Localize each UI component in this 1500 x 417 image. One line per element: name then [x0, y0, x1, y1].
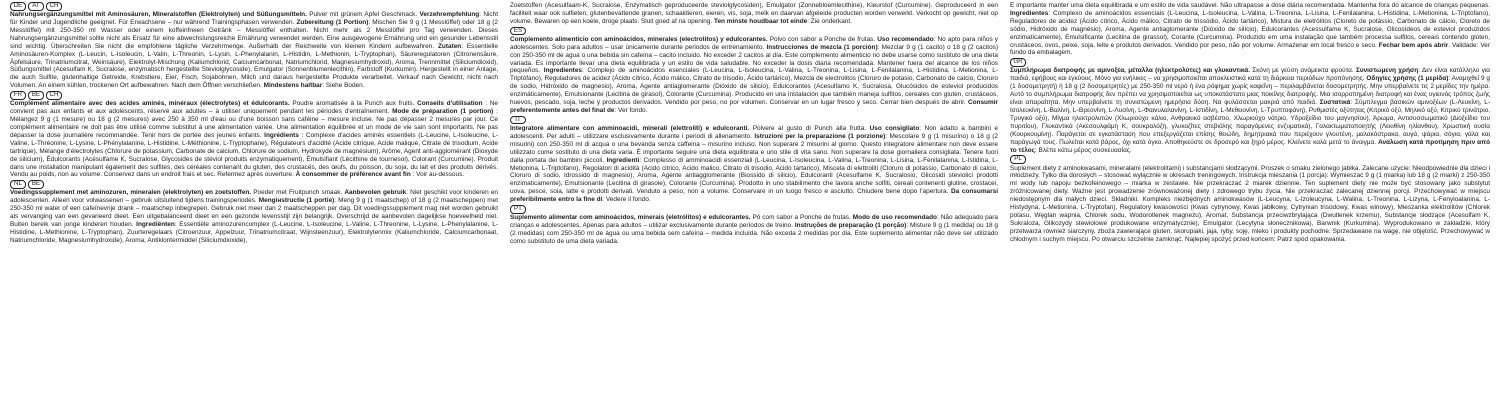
bold-heading-text: Suplemento alimentar com aminoácidos, minerais (eletrólitos) e edulcorantes.: [510, 214, 751, 222]
body-text: : Misture 9 g (1 medida) ou 18 g (2 medidas) com 250-350 ml de água ou uma bebida sem cafeína – medida incluída. Não exceda 2 medidas por dia. Este suplemento alimentar não deve ser utilizado como substituto de uma dieta variada.: [510, 222, 999, 245]
bold-heading-text: Συνιστώμενη χρήση: [1355, 67, 1419, 75]
language-section: [1010, 58, 1490, 154]
country-code-badge: PL: [1010, 155, 1026, 164]
body-text: : Essentiële aminozurencomplex (L-Leucine, L-Isoleucine, L-Valine, L-Threonine, L-Lysine, L-Phenylalanine, L-Histidine, L-Methionine, L-Tryptophan), Zuurteregelaars (Citroenzuur, Appelzuur, Trinatriumcitraat, Wijnsteenzuur), Elektrolytenmix (Kaliumchloride, Calciumcarbonaat, Natriumchloride, Magnesiumhydroxide), Aroma, Antiklontermiddel (Siliciumdioxide),: [10, 221, 498, 244]
body-text: : Σύμπλεγμα βασικών αμινοξέων (L-Λευκίνη, L-Ισολευκίνη, L-Βαλίνη, L-Θρεονίνη, L-Λυσίνη, L-Φαινυλαλανίνη, L-Ιστιδίνη, L-Μεθειονίνη, L-Τρυπτοφάνη), Ρυθμιστές οξύτητας (Κιτρικό οξύ, Μηλικό οξύ, Κιτρικό τρινάτριο, Τρυγικό οξύ), Μίγμα ηλεκτρολυτών (Χλωριούχο κάλιο, Ανθρακικό ασβέστιο, Χλωριούχο νάτριο, Υδροξείδιο του μαγνησίου), Άρωμα, Αντισυσσωματικό (Διοξείδιο του πυριτίου), Γλυκαντικά (Ακεσουλφάμη Κ, σουκραλόζη, γλυκοζίτες στεβιόλης παραγόμενες ενζυματικά), Γαλακτωματοποιητής (Λεκιθίνη ηλίανθου), Χρωστική ουσία (Κουρκουμίνη). Παράγεται σε εγκατάσταση που επεξεργάζεται επίσης θειώδη, δημητριακά που περιέχουν γλουτένη, μαλακόστρακα, αυγά, ψάρια, σόγια, γάλα και παράγωγά τους. Πωλείται κατά βάρος, όχι κατά όγκο. Αποθηκεύστε σε δροσερό και ξηρό μέρος. Κλείνετε καλά μετά το άνοιγμα.: [1010, 99, 1491, 146]
body-text: Suplement diety z aminokwasami, minerałami (elektrolitami) i substancjami słodzącymi. Proszek o smaku zielonego jabłka. Zalecane użycie: Nieodpowiednie dla dzieci i młodzieży. Tylko dla dorosłych – stosować wyłącznie w okresach treningowych. Instrukcja mieszania (1 porcja): Wymieszać 9 g (1 miarka) lub 18 g (2 miarki) z 250-350 ml wody lub napoju bezkofeinowego – miarka w zestawie. Nie przekraczać 2 miarek dziennie. Ten suplement diety nie może być stosowany jako substytut zróżnicowanej diety. Ważne jest prowadzenie zrównoważonej diety i zdrowego trybu życia. Nie przekraczać zalecanej dziennej porcji. Przechowywać w miejscu niedostępnym dla małych dzieci. Składniki: Kompleks niezbędnych aminokwasów (L-Leucyna, L-Izoleucyna, L-Walina, L-Treonina, L-Lizyna, L-Fenyloalanina, L-Histydyna, L-Metionina, L-Tryptofan), Regulatory kwasowości (Kwas cytrynowy, Kwas jabłkowy, Cytrynian trisodowy, Kwas winowy), Mieszanka elektrolitów (Chlorek potasu, Węglan wapnia, Chlorek sodu, Wodorotlenek magnezu), Aromat, Substancja przeciwzbrylająca (Dwutlenek krzemu), Substancje słodzące (Acesulfam K, Sukraloza, Glikozydy stewiolowe produkowane enzymatycznie), Emulgator (Lecytyna słonecznikowa), Barwnik (Kurkumina). Wyprodukowano w zakładzie, który przetwarza również siarczyny, zboża zawierające gluten, skorupiaki, jaja, ryby, soję, mleko i produkty pochodne. Sprzedawane na wagę, nie objętość. Przechowywać w chłodnym i suchym miejscu. Po otwarciu szczelnie zamknąć. Najlepiej spożyć przed końcem: Patrz spód opakowania.: [1010, 164, 1490, 243]
country-codes: [510, 27, 526, 36]
bold-heading-text: Modo de uso recomendado: [852, 214, 937, 222]
bold-heading-text: Mengінstructie (1 portie): [258, 197, 335, 205]
language-section: [510, 2, 998, 26]
body-text: : Δεν είναι κατάλληλο για παιδιά, εφήβους και εγκύους. Μόνο για ενήλικες – να χρησιμοποιείται αποκλειστικά κατά τη διάρκεια περιόδων προπόνησης.: [1010, 67, 1490, 83]
body-text: : Complejo de aminoácidos esenciales (L-Leucina, L-Isoleucina, L-Valina, L-Treonina, L-Lisina, L-Fenilalanina, L-Histidina, L-Metionina, L-Triptófano), Reguladores de acidez (Ácido cítrico, Ácido málico, Citrato de trisodio, Ácido tartárico), Mezcla de electrolitos (Cloruro de potasio, Carbonato de calcio, Cloruro de sodio, Hidróxido de magnesio), Aroma, Agente antiaglomerante (Dióxido de silicio), Edulcorantes (Acesulfamo K, Sucralosa, Glucósidos de esteviol producidos enzimáticamente), Emulsionante (Lecitina de girasol), Colorante (Curcumina). Producido en una instalación que también maneja sulfitos, cereales con gluten, crustáceos, huevos, pescado, soja, leche y productos derivados. Vendido por peso, no por volumen. Conservar en un lugar fresco y seco. Cerrar bien después de abrir.: [510, 67, 998, 107]
body-text: É importante manter uma dieta equilibrada e um estilo de vida saudável. Não ultrapasse a dose diária recomendada. Mantenha fora do alcance de crianças pequenas.: [1010, 2, 1490, 9]
body-text: : Complesso di amminoacidi essenziali (L-Leucina, L-Isoleucina, L-Valina, L-Treonina, L-Lisina, L-Fenilalanina, L-Istidina, L-Metionina, L-Triptofano), Regolatori di acidità (Acido citrico, Acido malico, Citrato di trisodio, Acido tartarico), Miscela di elettroliti (Cloruro di potassio, Carbonato di calcio, Cloruro di sodio, Idrossido di magnesio), Aroma, Agente antiagglomerante (Biossido di silicio), Edulcoranti (Acesulfame K, Sucralosio, Glicosidi steviolici prodotti enzimaticamente), Emulsionante (Lecitina di girasole), Colorante (Curcumina). Prodotto in uno stabilimento che lavora anche solfiti, cereali contenenti glutine, crostacei, uova, pesce, soia, latte e prodotti derivati. Venduto a peso, non a volume. Conservare in un luogo fresco e asciutto. Chiudere bene dopo l'apertura.: [510, 156, 998, 196]
bold-heading-text: Συστατικά: [1319, 99, 1351, 107]
bold-heading-text: Mode de préparation (1 portion): [392, 108, 494, 116]
country-code-badge: AT: [28, 2, 44, 11]
column-3: [1004, 2, 1496, 417]
body-text: : Mélangez 9 g (1 mesure) ou 18 g (2 mesures) avec 250 à 350 ml d'eau ou d'une boisson sans caféine – mesure incluse. Ne pas dépasser 2 mesures par jour. Ce complément alimentaire ne doit pas être utilisé comme substitut à une alimentation variée. Une alimentation équilibrée et un mode de vie sain sont importants. Ne pas dépasser la dose journalière recommandée. Tenir hors de portée des jeunes enfants.: [10, 108, 498, 139]
body-text: Polvere al gusto di Punch alla frutta.: [749, 124, 870, 132]
body-text: : Zie onderkant.: [807, 17, 852, 25]
country-code-badge: IT: [510, 116, 526, 125]
bold-heading-text: Ανάλωση κατά προτίμηση πριν από το τέλος: [1010, 138, 1490, 154]
body-text: Poudre aromatisée à la Punch aux fruits.: [289, 100, 418, 108]
country-codes: [10, 180, 44, 189]
bold-heading-text: Mindestens haltbar: [263, 82, 323, 90]
country-code-badge: BE: [28, 91, 44, 100]
country-code-badge: NL: [10, 180, 26, 189]
bold-heading-text: Instrucciones de mezcla (1 porción): [766, 43, 878, 51]
body-text: : Ne convient pas aux enfants et aux adolescents, réservé aux adultes – à utiliser uniquement pendant les périodes d'entraînement.: [10, 100, 498, 116]
bold-heading-text: Da consumarsi preferibilmente entro la fine di: [510, 188, 998, 204]
body-text: . Validade: Ver fundo da embalagem.: [1010, 41, 1490, 57]
country-code-badge: FR: [10, 91, 26, 100]
bold-heading-text: Consumir preferentemente antes del final de: [510, 99, 998, 114]
language-section: [10, 2, 498, 90]
bold-heading-text: À consommer de préférence avant fin: [295, 171, 411, 179]
bold-heading-text: Οδηγίες χρήσης (1 μερίδα): [1366, 75, 1449, 83]
bold-heading-text: Complemento alimenticio con aminoácidos, minerales (electrolitos) y edulcorantes.: [510, 35, 768, 43]
bold-heading-text: Istruzioni per la preparazione (1 porzione): [754, 132, 886, 140]
body-text: : Ver fondo.: [614, 106, 648, 114]
column-2: [504, 2, 1004, 417]
body-text: : Βλέπε κάτω μέρος συσκευασίας.: [1034, 146, 1132, 154]
body-text: : Voir au-dessous.: [410, 171, 465, 179]
bold-heading-text: Complément alimentaire avec des acides aminés, minéraux (électrolytes) et édulcorants.: [10, 100, 290, 108]
column-1: [4, 2, 504, 417]
body-text: : Complexo de aminoácidos essenciais (L-Leucina, L-Isoleucina, L-Valina, L-Treonina, L-Lisina, L-Fenilalanina, L-Histidina, L-Metionina, L-Triptofano), Reguladores de acidez (Ácido cítrico, Ácido málico, Citrato de trissódio, Ácido tartárico), Mistura de eletrólitos (Cloreto de potássio, Carbonato de cálcio, Cloreto de sódio, Hidróxido de magnésio), Aroma, Agente antiaglomerante (Dióxido de silício), Edulcorantes (Acessulfame K, Sucralose, Glicosídeos de esteviol produzidos enzimaticamente), Emulsificante (Lecitina de girassol), Corante (Curcumina). Produzido em uma instalação que também processa sulfitos, cereais contendo glúten, crustáceos, ovos, peixe, soja, leite e produtos derivados. Vendido por peso, não por volume. Armazenar em local fresco e seco.: [1010, 9, 1490, 49]
bold-heading-text: Ingrediënten: [136, 221, 175, 229]
country-code-badge: BE: [28, 180, 44, 189]
body-text: : Nicht für Kinder und Jugendliche geeignet. Für Erwachsene – nur während Trainingsphasen verwenden.: [10, 11, 498, 26]
bold-heading-text: Instruções de preparação (1 porção): [794, 222, 907, 230]
body-text: : Vedere il fondo.: [602, 196, 651, 204]
language-section: [10, 91, 498, 179]
country-code-badge: PT: [510, 205, 526, 214]
bold-heading-text: Ingrédients: [264, 131, 299, 139]
language-section: [1010, 155, 1490, 243]
language-section: [510, 27, 998, 115]
body-text: : Mischen Sie 9 g (1 Messlöffel) oder 18 g (2 Messlöffel) mit 250-350 ml Wasser oder einem koffeinfreien Getränk – Messlöffel enthalten. Nicht mehr als 2 Messlöffel pro Tag verwenden. Dieses Nahrungsergänzungsmittel sollte nicht als Ersatz für eine abwechslungsreiche Ernährung verwendet werden. Eine ausgewogene Ernährung und ein gesunder Lebensstil sind wichtig. Überschreiten Sie nicht die empfohlene tägliche Verzehrmenge. Außerhalb der Reichweite von kleinen Kindern aufbewahren.: [10, 19, 498, 50]
country-code-badge: GR: [1010, 58, 1026, 67]
bold-heading-text: Verzehrempfehlung: [419, 11, 480, 19]
body-text: : Mescolare 9 g (1 misurino) o 18 g (2 misurini) con 250-350 ml di acqua o una bevanda senza caffeina – misurino incluso. Non superare 2 misurini al giorno. Questo integratore alimentare non deve essere utilizzato come sostituto di una dieta varia. È importante seguire una dieta equilibrata e uno stile di vita sano. Non superare la dose giornaliera consigliata. Tenere fuori dalla portata dei bambini piccoli.: [510, 132, 999, 164]
body-text: : Non adatto a bambini e adolescenti. Per adulti – utilizzare esclusivamente durante i periodi di allenamento.: [510, 124, 999, 140]
language-section: [510, 116, 998, 204]
body-text: : Essentielle Aminosäuren-Komplex (L-Leucin, L-Isoleucin, L-Valin, L-Threonin, L-Lysin, L-Phenylalanin, L-Histidin, L-Methionin, L-Tryptophan), Säureregulatoren (Citronensäure, Äpfelsäure, Trinatriumcitrat, Weinsäure), Elektrolyt-Mischung (Kaliumchlorid, Calciumcarbonat, Natriumchlorid, Magnesiumhydroxid), Aroma, Trennmittel (Siliciumdioxid), Süßungsmittel (Acesulfam K, Sucralose, enzymatisch hergestellte Steviolglycoside), Emulgator (Sonnenblumenlecithin), Farbstoff (Kurkumin). Hergestellt in einer Anlage, die auch Sulfite, glutenhaltige Getreide, Krebstiere, Eier, Fisch, Sojabohnen, Milch und daraus hergestellte Produkte verarbeitet. Verkauf nach Gewicht, nicht nach Volumen. An einem kühlen, trockenen Ort aufbewahren. Nach dem Öffnen verschließen.: [10, 42, 498, 90]
body-text: : Αναμιχθεί 9 g (1 δοσομετρητή) ή 18 g (2 δοσομετρητές) με 250-350 ml νερό ή ένα ρόφημα χωρίς καφεΐνη – περιλαμβάνεται δοσομετρητής. Μην υπερβαίνετε τις 2 μερίδες την ημέρα. Αυτό το συμπλήρωμα διατροφής δεν πρέπει να χρησιμοποιείται ως υποκατάστατο μιας ποικίλης διατροφής. Μια ισορροπημένη διατροφή και ένας υγιεινός τρόπος ζωής είναι απαραίτητα. Μην υπερβαίνετε τη συνιστώμενη ημερήσια δόση. Να φυλάσσεται μακριά από παιδιά.: [1010, 75, 1490, 107]
bold-heading-text: Ingredientes: [543, 67, 582, 75]
bold-heading-text: Zutaten: [437, 42, 462, 50]
body-text: : Niet geschikt voor kinderen en adolescenten. Alleen voor volwassenen – gebruik uitsluitend tijdens trainingsperiodes.: [10, 189, 498, 205]
body-text: : Siehe Boden.: [322, 82, 365, 90]
bold-heading-text: Ingredienti: [606, 156, 640, 164]
country-code-badge: CH: [46, 2, 62, 11]
country-codes: [10, 91, 62, 100]
bold-heading-text: Nahrungsergänzungsmittel mit Aminosäuren, Mineralstoffen (Elektrolyten) und Süßungsmitteln.: [10, 11, 307, 19]
country-code-badge: CH: [46, 91, 62, 100]
language-section: [1010, 2, 1490, 57]
bold-heading-text: Zubereitung (1 Portion): [296, 19, 369, 26]
body-text: Polvo con sabor a Ponche de frutas.: [767, 35, 878, 43]
bold-heading-text: Uso consigliato: [869, 124, 920, 132]
body-text: Pulver mit grünem Apfel Geschmack.: [306, 11, 420, 19]
bold-heading-text: Συμπλήρωμα διατροφής με αμινοξέα, μέταλλα (ηλεκτρολύτες) και γλυκαντικά.: [1010, 67, 1251, 75]
body-text: Pó com sabor a Ponche de frutas.: [750, 214, 853, 222]
bold-heading-text: Aanbevolen gebruik: [344, 189, 407, 197]
bold-heading-text: Uso recomendado: [877, 35, 934, 43]
bold-heading-text: Conseils d'utilisation: [417, 100, 483, 108]
country-codes: [510, 205, 526, 214]
language-section: [10, 180, 498, 244]
language-section: [510, 205, 998, 246]
body-text: : Complexe d'acides aminés essentiels (L-Leucine, L-Isoleucine, L-Valine, L-Thréonine, L-Lysine, L-Phénylalanine, L-Histidine, L-Méthionine, L-Tryptophane), Régulateurs d'acidité (Acide citrique, Acide malique, Citrate de trisodium, Acide tartrique), Mélange d'électrolytes (Chlorure de potassium, Carbonate de calcium, Chlorure de sodium, Hydroxyde de magnésium), Arôme, Agent anti-agglomérant (Dioxyde de silicium), Édulcorants (Acésulfame K, Sucralose, Glycosides de stéviol produits enzymatiquement), Émulsifiant (Lécithine de tournesol), Colorant (Curcumine). Produit dans une installation manipulant également des sulfites, des céréales contenant du gluten, des crustacés, des œufs, du poisson, du soja, du lait et des produits dérivés. Vendu au poids, non au volume. Conservez dans un endroit frais et sec. Refermez après ouverture.: [10, 131, 498, 179]
body-text: : Meng 9 g (1 maatschep) of 18 g (2 maatscheppen) met 250-350 ml water of een cafeïnevrije drank – maatschep inbegrepen. Gebruik niet meer dan 2 maatscheppen per dag. Dit voedingssupplement mag niet worden gebruikt als vervanging van een gevarieerd dieet. Een uitgebalanceerd dieet en een gezonde levensstijl zijn belangrijk. Overschrijd de aanbevolen dagelijkse hoeveelheid niet. Buiten bereik van jonge kinderen houden.: [10, 197, 498, 229]
country-codes: [510, 116, 526, 125]
body-text: Zoetstoffen (Acesulfaam-K, Sucralose, Enzymatisch geproduceerde steviolglycosiden), Emulgator (Zonnebloemlecithine), Kleurstof (Curcumine). Geproduceerd in een faciliteit waar ook sulfieten, glutenbevattende granen, schaaldieren, eieren, vis, soja, melk en daarvan afgeleide producten worden verwerkt. Verkocht op gewicht, niet op volume. Bewaren op een koele, droge plaats. Sluit goed af na opening.: [510, 2, 998, 25]
body-text: Σκόνη με γεύση ανάμεικτα φρούτα.: [1250, 67, 1356, 75]
bold-heading-text: Integratore alimentare con amminoacidi, minerali (elettroliti) e edulcoranti.: [510, 124, 750, 132]
bold-heading-text: Ingredientes: [1010, 9, 1049, 17]
country-codes: [10, 2, 62, 11]
body-text: Poeder met Fruitpunch smaak.: [251, 189, 345, 197]
body-text: : Mezclar 9 g (1 cacito) o 18 g (2 cacitos) con 250-350 ml de agua o una bebida sin cafeína – cacito incluido. No exceder 2 cacitos al día. Este complemento alimenticio no debe usarse como sustituto de una dieta variada. Es importante llevar una dieta equilibrada y un estilo de vida saludable. No exceder la dosis diaria recomendada. Mantener fuera del alcance de los niños pequeños.: [510, 43, 999, 75]
country-code-badge: DE: [10, 2, 26, 11]
country-codes: [1010, 58, 1026, 67]
body-text: : Não adequado para crianças e adolescentes. Apenas para adultos – utilizar exclusivamente durante períodos de treino.: [510, 214, 998, 230]
body-text: : No apto para niños y adolescentes. Solo para adultos – usar únicamente durante periodos de entrenamiento.: [510, 35, 998, 51]
country-code-badge: ES: [510, 27, 526, 36]
bold-heading-text: Voedingssupplement met aminozuren, mineralen (elektrolyten) en zoetstoffen.: [10, 189, 252, 197]
bold-heading-text: Fechar bem após abrir: [1378, 41, 1449, 49]
country-codes: [1010, 155, 1026, 164]
bold-heading-text: Ten minste houdbaar tot einde: [714, 17, 808, 25]
